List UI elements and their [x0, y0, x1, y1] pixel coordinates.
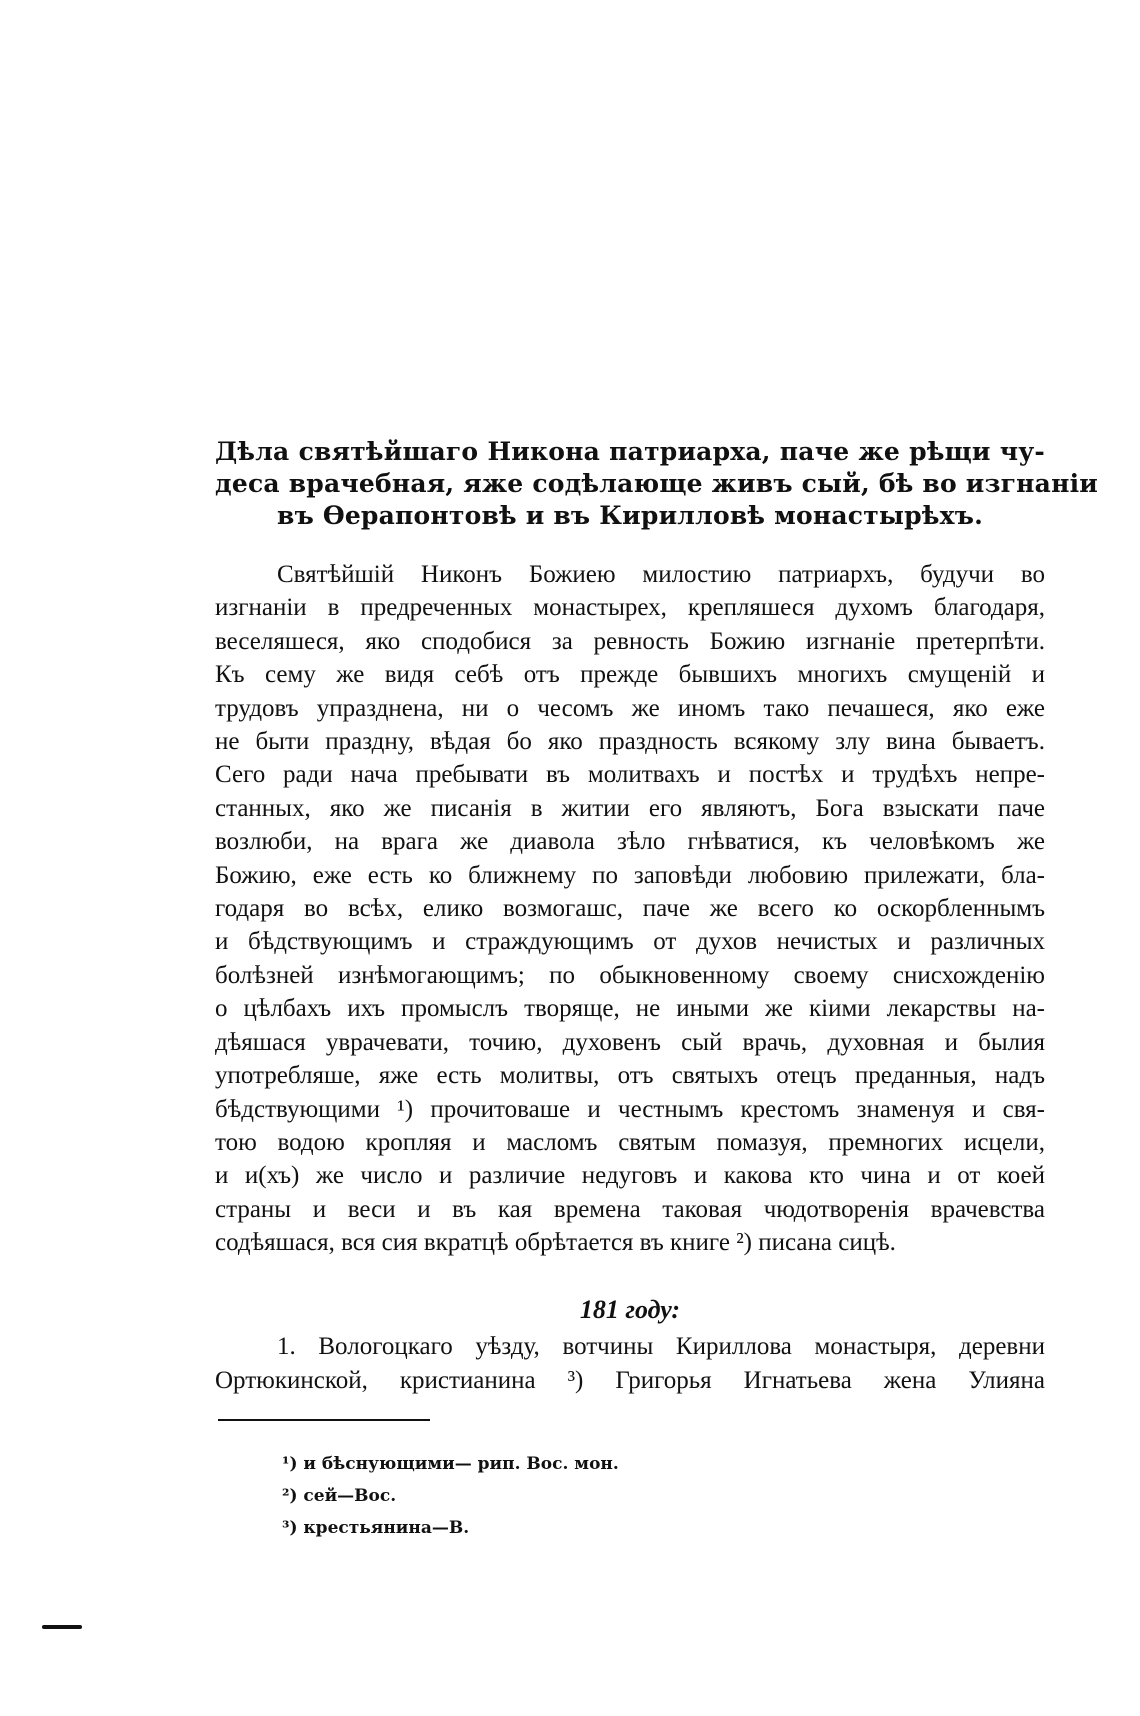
footnote: ²) сей—Вос. [282, 1486, 397, 1506]
section-heading [215, 436, 1099, 532]
text-line: бѣдствующими ¹) прочитоваше и честнымъ крестомъ знаменуя и свя- [215, 1095, 1045, 1123]
text-line: Сего ради нача пребывати въ молитвахъ и постѣх и трудѣхъ непре- [215, 761, 1045, 789]
text-line: Къ сему же видя себѣ отъ прежде бывшихъ многихъ смущенiй и [215, 661, 1045, 689]
entry-line: Ортюкинской, кристианина ³) Григорья Игнатьева жена Улияна [215, 1367, 1045, 1394]
text-line: Святѣйшiй Никонъ Божиею милостию патриархъ, будучи во [277, 561, 1045, 588]
text-line: и бѣдствующимъ и страждующимъ от духов нечистых и различных [215, 928, 1045, 956]
text-line: дѣяшася уврачевати, точию, духовенъ сый врачь, духовная и былия [215, 1028, 1045, 1056]
entry-line: 1. Вологоцкаго уѣзду, вотчины Кириллова монастыря, деревни [277, 1333, 1045, 1360]
text-line: станных, яко же писанiя в житии его являютъ, Бога взыскати паче [215, 794, 1045, 822]
text-line: Божию, еже есть ко ближнему по заповѣди любовию прилежати, бла- [215, 861, 1045, 889]
text-line: и и(хъ) же число и различие недуговъ и какова кто чина и от коей [215, 1162, 1045, 1190]
margin-mark [42, 1625, 82, 1629]
body-paragraph [215, 558, 1045, 1260]
heading-line: деса врачебная, яже содѣлающе живъ сый, бѣ во изгнанiи [215, 469, 1099, 498]
text-line: возлюби, на врага же диавола зѣло гнѣватися, къ человѣкомъ же [215, 828, 1045, 856]
record-entry [215, 1330, 1045, 1398]
text-line: употребляше, яже есть молитвы, отъ святыхъ отецъ преданныя, надъ [215, 1062, 1045, 1090]
footnote-divider [218, 1419, 430, 1421]
year-heading: 181 году: [579, 1295, 681, 1324]
text-line: болѣзней изнѣмогающимъ; по обыкновенному своему снисхожденiю [215, 961, 1045, 989]
text-line: не быти праздну, вѣдая бо яко праздность всякому злу вина бываетъ. [215, 728, 1045, 756]
text-line: веселяшеся, яко сподобися за ревность Божию изгнанiе претерпѣти. [215, 627, 1045, 655]
text-line: о цѣлбахъ ихъ промыслъ творяще, не иными же кiими лекарствы на- [215, 995, 1045, 1023]
text-line: изгнанiи в предреченных монастырех, крепляшеся духомъ благодаря, [215, 594, 1045, 622]
text-line: трудовъ упраздненa, ни о чесомъ же иномъ тако печашеся, яко еже [215, 694, 1045, 722]
heading-line: Дѣла святѣйшаго Никона патриарха, паче же рѣщи чу- [215, 437, 1045, 466]
text-line: страны и веси и въ кая времена таковая чюдотворенiя врачевства [215, 1195, 1045, 1223]
text-line: содѣяшася, вся сия вкратцѣ обрѣтается въ книге ²) писана сицѣ. [215, 1229, 896, 1257]
heading-line: въ Ѳерапонтовѣ и въ Кирилловѣ монастырѣхъ. [277, 501, 983, 530]
footnote: ³) крестьянина—В. [282, 1518, 470, 1538]
footnotes [282, 1448, 882, 1544]
footnote: ¹) и бѣснующими— рип. Вос. мон. [282, 1454, 619, 1474]
text-line: тою водою кропляя и масломъ святым помазуя, премногих исцели, [215, 1128, 1045, 1156]
text-line: годаря во всѣх, елико возмогашс, паче же всего ко оскорбленнымъ [215, 895, 1045, 923]
